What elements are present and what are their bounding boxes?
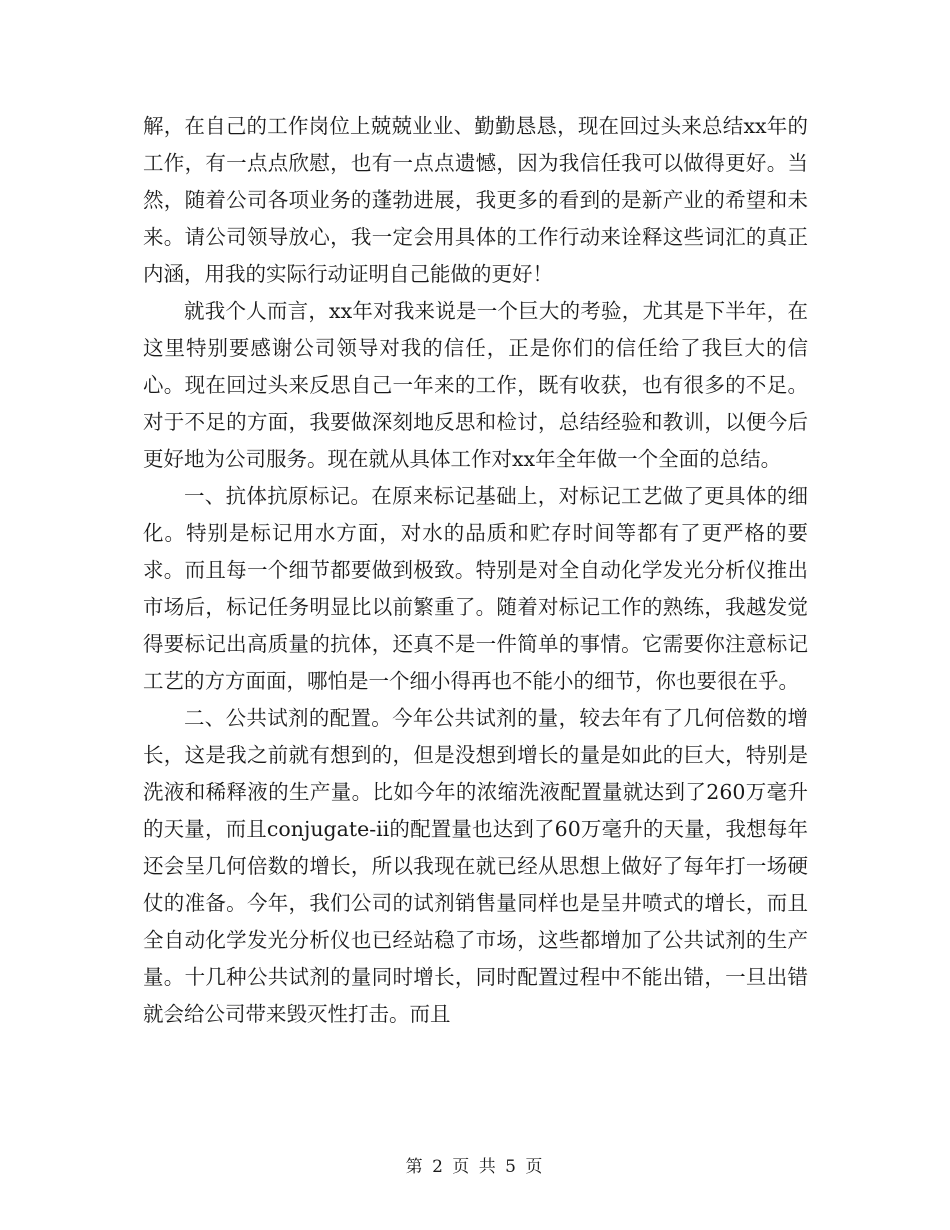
document-body [143, 108, 808, 1033]
paragraph-personal-review: 就我个人而言，xx年对我来说是一个巨大的考验，尤其是下半年，在这里特别要感谢公司领导对我的信任，正是你们的信任给了我巨大的信心。现在回过头来反思自己一年来的工作，既有收获，也有很多的不足。对于不足的方面，我要做深刻地反思和检讨，总结经验和教训，以便今后更好地为公司服务。现在就从具体工作对xx年全年做一个全面的总结。 [143, 299, 808, 471]
paragraph-continuation: 解，在自己的工作岗位上兢兢业业、勤勤恳恳，现在回过头来总结xx年的工作，有一点点欣慰，也有一点点遗憾，因为我信任我可以做得更好。当然，随着公司各项业务的蓬勃进展，我更多的看到的是新产业的希望和未来。请公司领导放心，我一定会用具体的工作行动来诠释这些词汇的真正内涵，用我的实际行动证明自己能做的更好！ [143, 114, 808, 286]
page-footer: 第 2 页 共 5 页 [405, 1157, 545, 1177]
paragraph-public-reagents: 二、公共试剂的配置。今年公共试剂的量，较去年有了几何倍数的增长，这是我之前就有想到的，但是没想到增长的量是如此的巨大，特别是洗液和稀释液的生产量。比如今年的浓缩洗液配置量就达到了260万毫升的天量，而且conjugate-ii的配置量也达到了60万毫升的天量，我想每年还会呈几何倍数的增长，所以我现在就已经从思想上做好了每年打一场硬仗的准备。今年，我们公司的试剂销售量同样也是呈井喷式的增长，而且全自动化学发光分析仪也已经站稳了市场，这些都增加了公共试剂的生产量。十几种公共试剂的量同时增长，同时配置过程中不能出错，一旦出错就会给公司带来毁灭性打击。而且 [143, 706, 808, 1026]
paragraph-antibody-labeling: 一、抗体抗原标记。在原来标记基础上，对标记工艺做了更具体的细化。特别是标记用水方面，对水的品质和贮存时间等都有了更严格的要求。而且每一个细节都要做到极致。特别是对全自动化学发光分析仪推出市场后，标记任务明显比以前繁重了。随着对标记工作的熟练，我越发觉得要标记出高质量的抗体，还真不是一件简单的事情。它需要你注意标记工艺的方方面面，哪怕是一个细小得再也不能小的细节，你也要很在乎。 [143, 484, 808, 693]
